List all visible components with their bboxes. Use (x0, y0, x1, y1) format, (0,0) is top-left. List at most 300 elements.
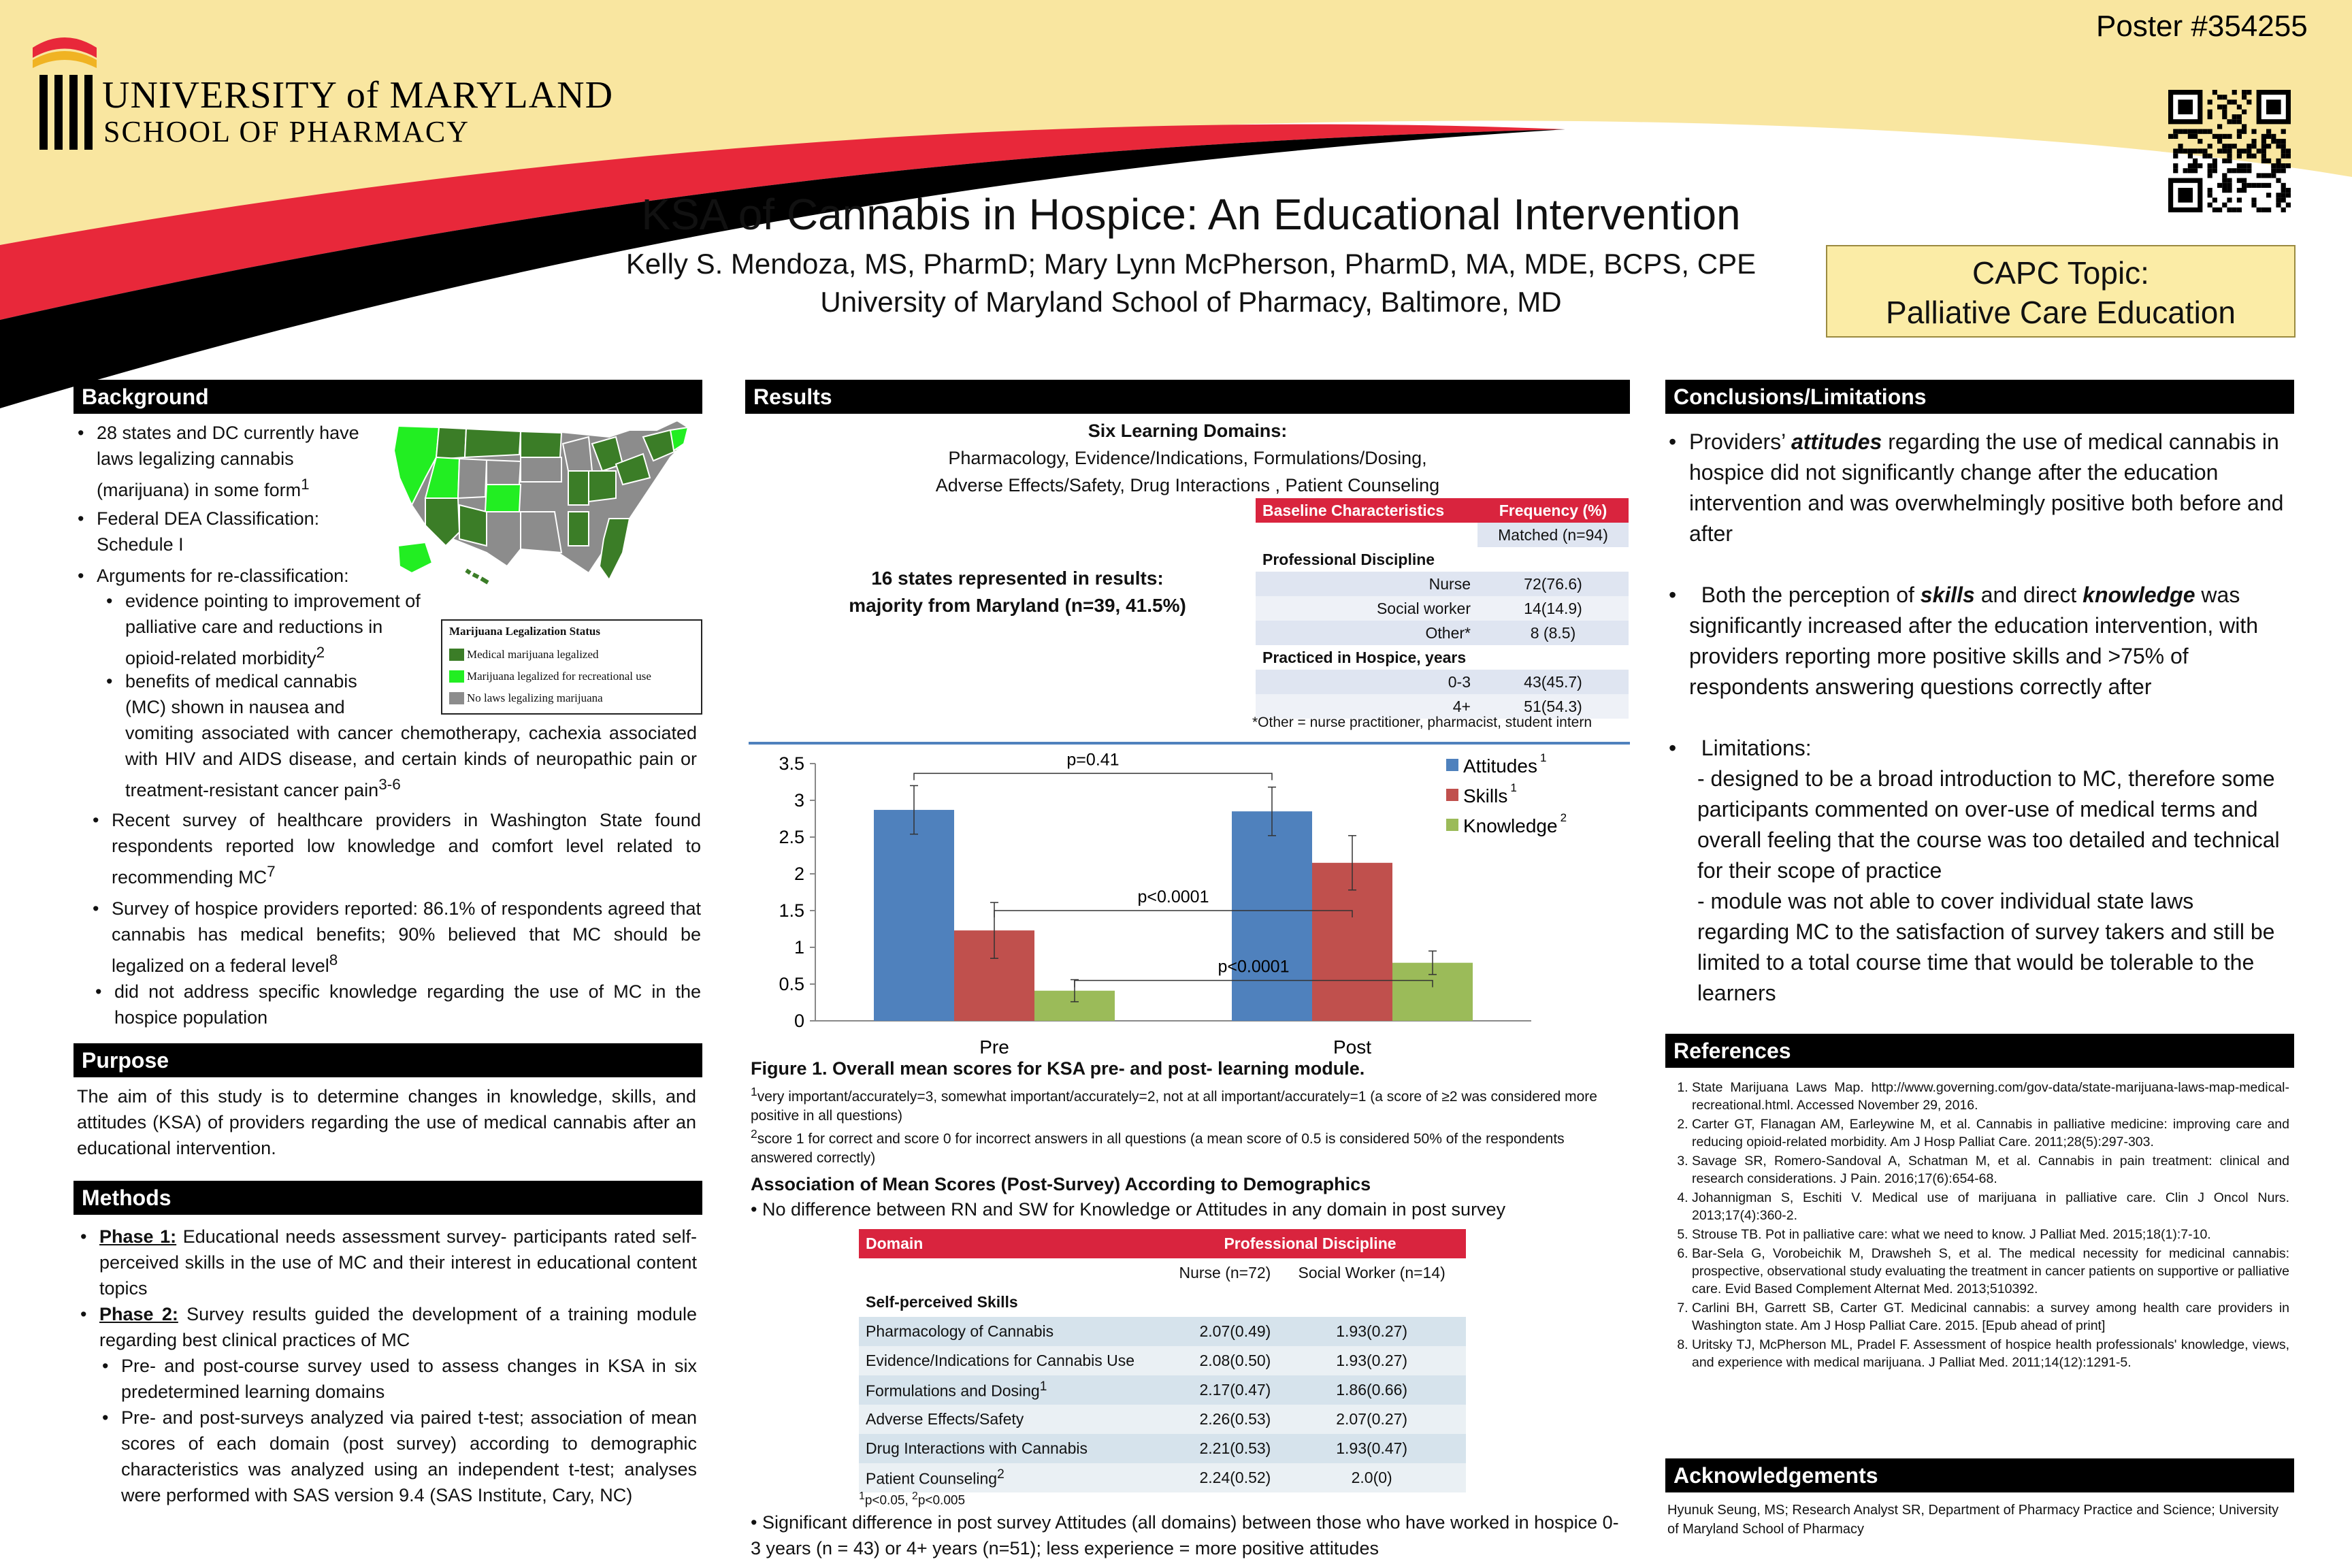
table-row: Evidence/Indications for Cannabis Use 2.08(0.50) 1.93(0.27) (859, 1346, 1466, 1375)
qr-module (2266, 159, 2271, 163)
qr-module (2222, 159, 2227, 163)
qr-module (2261, 183, 2266, 188)
qr-module (2222, 105, 2227, 110)
qr-module (2222, 144, 2227, 148)
qr-module (2261, 148, 2266, 153)
qr-module (2232, 90, 2237, 95)
qr-module (2242, 178, 2247, 183)
qr-module (2261, 134, 2266, 139)
qr-module (2286, 203, 2291, 208)
reference-item: 3. Savage SR, Romero-Sandoval A, Schatman M, et al. Cannabis in pain treatment: clinical and research considerations. J Pain. 2016;17(6):654-68. (1692, 1152, 2289, 1188)
qr-module (2193, 148, 2198, 153)
qr-module (2208, 144, 2212, 148)
map-legend-title: Marijuana Legalization Status (449, 625, 600, 638)
table-row: Formulations and Dosing$^1$ 2.17(0.47) 1.86(0.66) (859, 1375, 1466, 1405)
qr-module (2266, 134, 2271, 139)
qr-module (2227, 159, 2232, 163)
qr-module (2276, 159, 2281, 163)
bg-bullet-3b-part2: vomiting associated with cancer chemotherapy, cachexia associated with HIV and AIDS disease, and certain kinds of neuropathic pain or treatment-resistant cancer pain$^{3-6}$ (125, 723, 697, 800)
legend-swatch-recreational (449, 670, 464, 683)
qr-module (2212, 163, 2217, 168)
qr-module (2271, 139, 2276, 144)
qr-module (2178, 144, 2183, 148)
legend-swatch-none (449, 692, 464, 704)
conclusion-2: • Both the perception of skills and direct knowledge was significantly increased after the education intervention, with providers reporting more positive skills and >75% of respondents answering questions correctly after (1669, 583, 2259, 699)
reference-item: 1. State Marijuana Laws Map. http://www.governing.com/gov-data/state-marijuana-laws-map-medical-recreational.html. Accessed November 29, 2016. (1692, 1079, 2289, 1114)
baseline-row-value: 72(76.6) (1524, 574, 1582, 593)
baseline-group2: Practiced in Hospice, years (1256, 645, 1629, 670)
qr-module (2247, 183, 2251, 188)
qr-module (2286, 154, 2291, 159)
references-list (1669, 1079, 2289, 1373)
demo-note: $^1$p<0.05, $^2$p<0.005 (859, 1490, 966, 1508)
qr-module (2198, 129, 2202, 134)
qr-module (2257, 148, 2261, 153)
baseline-note: *Other = nurse practitioner, pharmacist, student intern (1252, 715, 1592, 730)
qr-module (2198, 148, 2202, 153)
capc-topic-box (1826, 245, 2296, 338)
qr-module (2242, 183, 2247, 188)
qr-module (2173, 134, 2178, 139)
qr-module (2193, 134, 2198, 139)
qr-module (2261, 173, 2266, 178)
demo-h2: Professional Discipline (1154, 1229, 1466, 1258)
qr-module (2247, 99, 2251, 104)
us-map (385, 416, 711, 593)
background-list-sub (102, 588, 442, 671)
qr-module (2193, 168, 2198, 173)
qr-module (2247, 163, 2251, 168)
purpose-text: The aim of this study is to determine changes in knowledge, skills, and attitudes (KSA) of providers regarding the use of medical cannabis after an educational intervention. (77, 1086, 696, 1158)
qr-module (2286, 163, 2291, 168)
qr-module (2281, 163, 2286, 168)
qr-module (2208, 114, 2212, 119)
acknowledgements-heading: Acknowledgements (1665, 1458, 2294, 1492)
qr-module (2261, 154, 2266, 159)
background-list-top (74, 420, 387, 589)
table-row: Drug Interactions with Cannabis 2.21(0.53) 1.93(0.47) (859, 1434, 1466, 1463)
qr-module (2286, 148, 2291, 153)
legend-swatch-medical (449, 649, 464, 661)
qr-module (2276, 197, 2281, 202)
qr-module (2281, 197, 2286, 202)
legend-sup: 2 (1560, 811, 1567, 824)
qr-module (2178, 188, 2193, 203)
baseline-sub: Matched (n=94) (1498, 525, 1608, 544)
limitation-2: - module was not able to cover individual state laws regarding MC to the satisfaction of survey takers and still be limited to a total course time that would be tolerable to the learners (1697, 889, 2275, 1005)
qr-module (2251, 154, 2256, 159)
qr-module (2257, 208, 2261, 212)
baseline-row-label: Other* (1425, 623, 1471, 642)
qr-module (2237, 197, 2242, 202)
bar-attitudes-post (1232, 811, 1312, 1021)
qr-module (2242, 163, 2247, 168)
qr-module (2208, 173, 2212, 178)
baseline-row-label: 4+ (1452, 697, 1471, 715)
references-heading: References (1665, 1034, 2294, 1068)
qr-module (2208, 188, 2212, 193)
qr-module (2242, 188, 2247, 193)
qr-module (2217, 95, 2222, 99)
qr-module (2227, 154, 2232, 159)
qr-module (2183, 168, 2188, 173)
qr-module (2266, 144, 2271, 148)
qr-module (2217, 148, 2222, 153)
conclusion-3: • Limitations: (1669, 736, 1812, 760)
capc-line2: Palliative Care Education (1886, 295, 2236, 330)
qr-module (2227, 99, 2232, 104)
qr-module (2276, 163, 2281, 168)
qr-module (2227, 168, 2232, 173)
qr-module (2222, 110, 2227, 114)
qr-module (2183, 129, 2188, 134)
qr-module (2247, 144, 2251, 148)
demo-group: Self-perceived Skills (866, 1293, 1018, 1311)
reference-item: 5. Strouse TB. Pot in palliative care: what we need to know. J Palliat Med. 2015;18(1):7-10. (1692, 1226, 2289, 1243)
qr-module (2208, 110, 2212, 114)
association-title: Association of Mean Scores (Post-Survey) According to Demographics (751, 1174, 1371, 1194)
qr-module (2237, 114, 2242, 119)
qr-module (2266, 99, 2281, 114)
qr-module (2188, 154, 2193, 159)
qr-module (2251, 129, 2256, 134)
qr-module (2202, 129, 2207, 134)
qr-module (2208, 193, 2212, 197)
qr-module (2242, 95, 2247, 99)
significance-bullet: • Significant difference in post survey Attitudes (all domains) between those who have worked in hospice 0-3 years (n = 43) or 4+ years (n=51); less experience = more positive attitudes (751, 1512, 1619, 1558)
qr-module (2173, 129, 2178, 134)
affiliation: University of Maryland School of Pharmacy, Baltimore, MD (820, 286, 1562, 318)
qr-module (2237, 188, 2242, 193)
background-list-bottom (88, 807, 701, 1030)
qr-module (2173, 168, 2178, 173)
baseline-row-label: Nurse (1428, 574, 1471, 593)
bg-bullet-5a: • did not address specific knowledge regarding the use of MC in the hospice population (91, 979, 701, 1030)
qr-module (2227, 148, 2232, 153)
qr-module (2281, 144, 2286, 148)
qr-module (2232, 119, 2237, 124)
qr-module (2237, 129, 2242, 134)
qr-module (2237, 148, 2242, 153)
states-summary: 16 states represented in results: majority from Maryland (n=39, 41.5%) (849, 568, 1186, 616)
qr-module (2242, 129, 2247, 134)
qr-module (2247, 168, 2251, 173)
qr-module (2257, 173, 2261, 178)
qr-module (2208, 154, 2212, 159)
bg-bullet-3b: • benefits of medical cannabis (MC) shown in nausea and (102, 668, 701, 720)
bg-bullet-3: • Arguments for re-classification: (74, 563, 387, 589)
qr-module (2281, 154, 2286, 159)
table-row: Pharmacology of Cannabis 2.07(0.49) 1.93(0.27) (859, 1317, 1466, 1346)
qr-module (2257, 183, 2261, 188)
conclusions-body (1669, 427, 2291, 1009)
baseline-h2: Frequency (%) (1477, 498, 1629, 523)
bg-bullet-4: • Recent survey of healthcare providers in Washington State found respondents reported low knowledge and comfort level related to recommending $MC^7$ (88, 807, 701, 890)
qr-module (2242, 90, 2247, 95)
purpose-heading: Purpose (74, 1043, 702, 1077)
x-tick-label: Post (1333, 1036, 1372, 1058)
qr-module (2276, 178, 2281, 183)
qr-module (2281, 139, 2286, 144)
qr-module (2281, 183, 2286, 188)
qr-module (2281, 193, 2286, 197)
significance-label: p<0.0001 (1137, 887, 1209, 906)
qr-module (2281, 129, 2286, 134)
qr-module (2222, 203, 2227, 208)
qr-module (2212, 134, 2217, 139)
significance-label: p=0.41 (1066, 750, 1120, 770)
qr-module (2261, 159, 2266, 163)
qr-module (2202, 148, 2207, 153)
qr-module (2247, 90, 2251, 95)
qr-module (2208, 163, 2212, 168)
qr-module (2237, 154, 2242, 159)
qr-module (2286, 188, 2291, 193)
reference-item: 7. Carlini BH, Garrett SB, Carter GT. Medicinal cannabis: a survey among health care providers in Washington state. Am J Hosp Palliat Care. 2015. [Epub ahead of print] (1692, 1299, 2289, 1335)
domains-block (745, 417, 1630, 499)
legend-label: Attitudes (1463, 755, 1537, 777)
legend-sup: 1 (1539, 751, 1547, 764)
qr-module (2198, 163, 2202, 168)
legend-sup: 1 (1510, 781, 1517, 794)
domains-title: Six Learning Domains: (1088, 421, 1288, 441)
qr-module (2227, 119, 2232, 124)
qr-module (2188, 168, 2193, 173)
figure-footnote-2: $^2$score 1 for correct and score 0 for incorrect answers in all questions (a mean score of 0.5 is considered 50% of the respondents answered correctly) (751, 1127, 1565, 1166)
qr-module (2281, 168, 2286, 173)
school-name: SCHOOL OF PHARMACY (103, 115, 470, 148)
legend-label: Skills (1463, 785, 1508, 806)
qr-module (2212, 90, 2217, 95)
qr-module (2276, 203, 2281, 208)
bar-attitudes-pre (874, 810, 954, 1021)
qr-module (2281, 188, 2286, 193)
demographics-table (859, 1229, 1466, 1492)
conclusion-1: • Providers’ attitudes regarding the use of medical cannabis in hospice did not significantly change after the education intervention and was overwhelmingly positive both before and after (1669, 429, 2284, 546)
acknowledgements-text: Hyunuk Seung, MS; Research Analyst SR, Department of Pharmacy Practice and Science; University of Maryland School of Pharmacy (1667, 1503, 2279, 1537)
y-tick-label: 2 (794, 864, 804, 884)
qr-module (2251, 197, 2256, 202)
methods-phase2a: • Pre- and post-course survey used to assess changes in KSA in six predetermined learning domains (98, 1353, 697, 1405)
qr-module (2276, 144, 2281, 148)
x-tick-label: Pre (979, 1036, 1009, 1058)
university-name: UNIVERSITY of MARYLAND (102, 74, 614, 116)
qr-module (2271, 173, 2276, 178)
qr-module (2183, 148, 2188, 153)
ksa-bar-chart (749, 745, 1630, 1062)
bg-bullet-5: • Survey of hospice providers reported: 86.1% of respondents agreed that cannabis has medical benefits; 90% believed that MC should be legalized on a federal level$^8$ (88, 896, 701, 979)
qr-module (2276, 168, 2281, 173)
reference-item: 2. Carter GT, Flanagan AM, Earleywine M, et al. Cannabis in palliative medicine: improving care and reducing opioid-related morbidity. Am J Hosp Palliat Care. 2011;28(5):297-303. (1692, 1115, 2289, 1151)
qr-module (2266, 129, 2271, 134)
bg-bullet-1: • 28 states and DC currently have laws legalizing cannabis (marijuana) in some form$^1$ (74, 420, 387, 503)
qr-module (2266, 193, 2271, 197)
qr-module (2188, 163, 2193, 168)
university-shield-icon (27, 27, 102, 157)
qr-module (2271, 168, 2276, 173)
qr-module (2208, 129, 2212, 134)
qr-module (2188, 148, 2193, 153)
methods-phase2: • Phase 2: Survey results guided the development of a training module regarding best clinical practices of MC (76, 1301, 697, 1353)
y-tick-label: 3.5 (779, 753, 804, 774)
qr-module (2251, 183, 2256, 188)
figure-footnote-1: $^1$very important/accurately=3, somewhat important/accurately=2, not at all important/accurately=1 (a score of ≥2 was considered more positive in all questions) (751, 1085, 1597, 1124)
table-row: Adverse Effects/Safety 2.26(0.53) 2.07(0.27) (859, 1405, 1466, 1434)
legend-label: Knowledge (1463, 815, 1558, 836)
results-heading: Results (745, 380, 1630, 414)
conclusions-heading: Conclusions/Limitations (1665, 380, 2294, 414)
legend-swatch (1446, 759, 1458, 771)
qr-module (2217, 134, 2222, 139)
qr-module (2227, 144, 2232, 148)
bg-bullet-3b-part1: benefits of medical cannabis (MC) shown in nausea and (125, 671, 357, 717)
qr-module (2188, 129, 2193, 134)
qr-module (2222, 148, 2227, 153)
methods-phase1: • Phase 1: Educational needs assessment survey- participants rated self-perceived skills in the use of MC and their interest in educational content topics (76, 1224, 697, 1301)
qr-module (2212, 197, 2217, 202)
qr-module (2232, 114, 2237, 119)
methods-phase2b: • Pre- and post-surveys analyzed via paired t-test; association of mean scores of each domain (post survey) according to demographic characteristics was analyzed using an independent t-test; analyses were performed with SAS version 9.4 (SAS Institute, Cary, NC) (98, 1405, 697, 1508)
qr-module (2232, 168, 2237, 173)
reference-item: 4. Johannigman S, Eschiti V. Medical use of marijuana in palliative care. Clin J Oncol Nurs. 2013;17(4):360-2. (1692, 1189, 2289, 1224)
association-bullet: • No difference between RN and SW for Knowledge or Attitudes in any domain in post survey (751, 1199, 1506, 1220)
qr-module (2178, 129, 2183, 134)
qr-module (2193, 129, 2198, 134)
qr-module (2217, 124, 2222, 129)
results-divider (749, 742, 1630, 745)
qr-module (2217, 183, 2222, 188)
qr-module (2247, 154, 2251, 159)
y-tick-label: 1.5 (779, 900, 804, 921)
qr-module (2178, 148, 2183, 153)
baseline-row-value: 43(45.7) (1524, 672, 1582, 691)
baseline-row-label: Social worker (1376, 599, 1471, 617)
qr-module (2222, 178, 2227, 183)
baseline-row-label: 0-3 (1448, 672, 1471, 691)
qr-module (2261, 139, 2266, 144)
qr-module (2266, 183, 2271, 188)
significance-bracket (914, 773, 1272, 780)
qr-module (2266, 208, 2271, 212)
qr-module (2222, 95, 2227, 99)
qr-module (2237, 134, 2242, 139)
qr-module (2251, 139, 2256, 144)
qr-module (2227, 178, 2232, 183)
baseline-table (1256, 498, 1629, 719)
qr-module (2217, 208, 2222, 212)
y-tick-label: 1 (794, 937, 804, 958)
authors: Kelly S. Mendoza, MS, PharmD; Mary Lynn McPherson, PharmD, MA, MDE, BCPS, CPE (625, 248, 1757, 280)
qr-module (2237, 208, 2242, 212)
qr-module (2168, 134, 2173, 139)
qr-module (2281, 208, 2286, 212)
qr-module (2227, 183, 2232, 188)
qr-module (2173, 154, 2178, 159)
qr-module (2212, 159, 2217, 163)
methods-heading: Methods (74, 1181, 702, 1215)
baseline-group1: Professional Discipline (1256, 547, 1629, 572)
qr-module (2222, 188, 2227, 193)
table-row: Patient Counseling$^2$ 2.24(0.52) 2.0(0) (859, 1463, 1466, 1492)
qr-module (2193, 159, 2198, 163)
qr-module (2242, 148, 2247, 153)
significance-label: p<0.0001 (1218, 957, 1290, 977)
qr-module (2242, 110, 2247, 114)
qr-module (2251, 203, 2256, 208)
qr-module (2208, 99, 2212, 104)
baseline-row-value: 51(54.3) (1524, 697, 1582, 715)
poster-number: Poster #354255 (2096, 10, 2308, 43)
qr-module (2173, 163, 2178, 168)
demo-sub1: Nurse (n=72) (1179, 1264, 1271, 1281)
qr-module (2261, 208, 2266, 212)
qr-module (2232, 208, 2237, 212)
background-heading: Background (74, 380, 702, 414)
qr-module (2178, 99, 2193, 114)
qr-module (2227, 197, 2232, 202)
qr-code-icon (2168, 90, 2291, 212)
qr-module (2271, 134, 2276, 139)
qr-code[interactable] (2168, 90, 2291, 212)
qr-module (2222, 183, 2227, 188)
bg-bullet-2: • Federal DEA Classification: Schedule I (74, 506, 387, 557)
qr-module (2217, 105, 2222, 110)
domains-line1: Pharmacology, Evidence/Indications, Formulations/Dosing, (948, 448, 1427, 468)
qr-module (2286, 193, 2291, 197)
qr-module (2208, 203, 2212, 208)
qr-module (2237, 105, 2242, 110)
y-tick-label: 3 (794, 790, 804, 811)
qr-module (2227, 134, 2232, 139)
demo-sub2: Social Worker (n=14) (1298, 1264, 1446, 1281)
baseline-row-value: 8 (8.5) (1530, 623, 1576, 642)
qr-module (2222, 173, 2227, 178)
capc-line1: CAPC Topic: (1972, 255, 2149, 291)
qr-module (2212, 208, 2217, 212)
figure-caption: Figure 1. Overall mean scores for KSA pre- and post- learning module. (751, 1058, 1365, 1079)
y-tick-label: 2.5 (779, 827, 804, 847)
qr-module (2208, 168, 2212, 173)
qr-module (2237, 163, 2242, 168)
qr-module (2212, 168, 2217, 173)
reference-item: 8. Uritsky TJ, McPherson ML, Pradel F. Assessment of hospice health professionals' knowledge, views, and experience with medical marijuana. J Palliat Med. 2011;14(12):1291-5. (1692, 1336, 2289, 1371)
qr-module (2227, 208, 2232, 212)
qr-module (2222, 134, 2227, 139)
map-legend: Marijuana Legalization Status Medical marijuana legalized Marijuana legalized for recreational use No laws legalizing marijuana (441, 619, 702, 715)
qr-module (2237, 178, 2242, 183)
demo-h1: Domain (859, 1229, 1154, 1258)
qr-module (2202, 154, 2207, 159)
qr-module (2232, 144, 2237, 148)
qr-module (2251, 144, 2256, 148)
qr-module (2222, 114, 2227, 119)
qr-module (2261, 144, 2266, 148)
qr-module (2247, 148, 2251, 153)
y-tick-label: 0.5 (779, 974, 804, 994)
qr-module (2193, 163, 2198, 168)
qr-module (2276, 139, 2281, 144)
legend-swatch (1446, 789, 1458, 801)
domains-line2: Adverse Effects/Safety, Drug Interactions , Patient Counseling (935, 475, 1440, 495)
poster-title: KSA of Cannabis in Hospice: An Educational Intervention (641, 190, 1741, 239)
bg-bullet-3a: • evidence pointing to improvement of palliative care and reductions in opioid-related morbidity$^2$ (102, 588, 442, 671)
qr-module (2227, 188, 2232, 193)
legend-swatch (1446, 819, 1458, 831)
qr-module (2266, 173, 2271, 178)
qr-module (2237, 168, 2242, 173)
qr-module (2188, 134, 2193, 139)
qr-module (2198, 139, 2202, 144)
